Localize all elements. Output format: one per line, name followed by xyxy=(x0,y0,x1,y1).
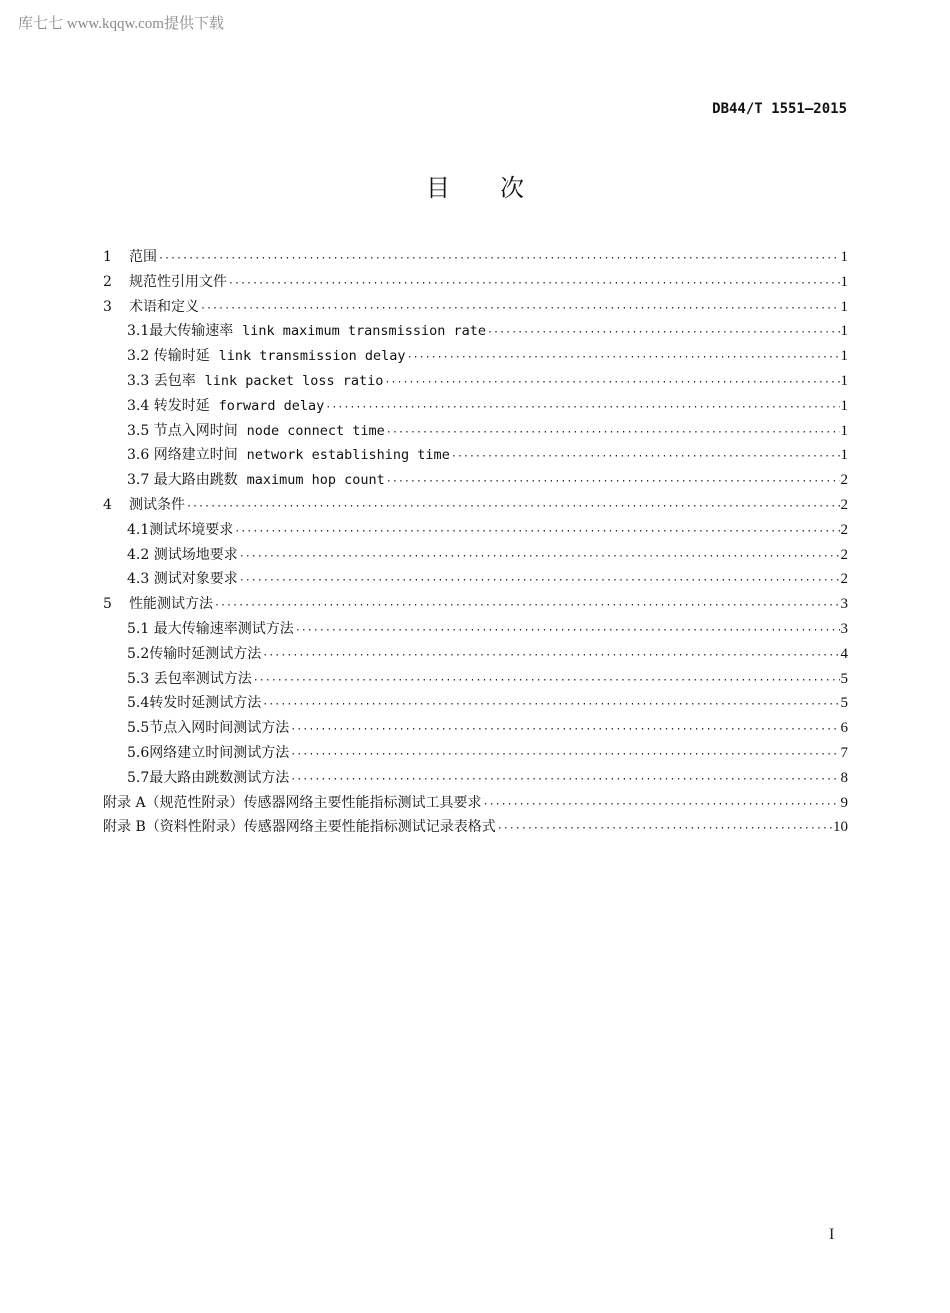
toc-entry[interactable] xyxy=(103,271,848,296)
toc-entry[interactable] xyxy=(103,544,848,569)
toc-entry-title xyxy=(127,519,233,539)
toc-entry-title xyxy=(129,296,199,316)
toc-entry-page: 9 xyxy=(840,794,848,811)
toc-entry-title-en: maximum hop count xyxy=(246,472,385,489)
toc-entry[interactable] xyxy=(103,246,848,271)
toc-entry-page: 2 xyxy=(840,521,848,538)
toc-entry-title xyxy=(127,469,385,489)
toc-entry-number: 3 xyxy=(103,298,112,315)
toc-entry-page: 1 xyxy=(840,298,848,315)
toc-entry-title-zh: 规范性引用文件 xyxy=(129,273,227,290)
toc-entry-title-en: forward delay xyxy=(218,397,325,414)
toc-entry-page: 10 xyxy=(833,819,848,836)
toc-entry-title-zh: 附录 A（规范性附录）传感器网络主要性能指标测试工具要求 xyxy=(103,794,482,811)
toc-entry-title xyxy=(129,271,227,291)
toc-entry[interactable] xyxy=(103,792,848,817)
toc-dot-leader xyxy=(290,774,839,785)
watermark-text: 库七七 www.kqqw.com提供下载 xyxy=(18,16,224,32)
page-title: 目次 xyxy=(426,174,574,202)
toc-entry-title-zh: 3.7 最大路由跳数 xyxy=(127,472,247,489)
toc-entry[interactable] xyxy=(103,568,848,593)
toc-dot-leader xyxy=(186,501,840,512)
toc-entry-title-zh: 4.3 测试对象要求 xyxy=(127,571,238,588)
toc-entry-title-en: node connect time xyxy=(246,422,385,439)
toc-entry[interactable] xyxy=(103,320,848,345)
toc-entry[interactable] xyxy=(103,345,848,370)
toc-dot-leader xyxy=(239,551,840,562)
toc-entry-title-zh: 5.6网络建立时间测试方法 xyxy=(127,744,290,761)
toc-entry-title-zh: 5.2传输时延测试方法 xyxy=(127,645,262,662)
toc-entry-title xyxy=(127,767,289,787)
page-number: I xyxy=(829,1226,835,1243)
toc-entry-title-zh: 4.2 测试场地要求 xyxy=(127,546,238,563)
toc-dot-leader xyxy=(384,377,839,388)
toc-entry-page: 2 xyxy=(840,472,848,489)
toc-entry-page: 6 xyxy=(840,720,848,737)
standard-code: DB44/T 1551—2015 xyxy=(712,101,847,117)
toc-entry-page: 2 xyxy=(840,546,848,563)
toc-entry[interactable] xyxy=(103,370,848,395)
toc-dot-leader xyxy=(325,402,839,413)
toc-entry-title-zh: 性能测试方法 xyxy=(129,596,213,613)
toc-entry-title-zh: 测试条件 xyxy=(129,496,185,513)
toc-entry-title-zh: 5.5节点入网时间测试方法 xyxy=(127,720,290,737)
toc-entry-title xyxy=(129,246,157,266)
toc-entry[interactable] xyxy=(103,692,848,717)
toc-entry-page: 1 xyxy=(840,323,848,340)
toc-dot-leader xyxy=(295,625,840,636)
toc-entry-title-zh: 范围 xyxy=(129,249,157,265)
toc-entry-title-zh: 附录 B（资料性附录）传感器网络主要性能指标测试记录表格式 xyxy=(103,819,496,836)
toc-entry-page: 2 xyxy=(840,496,848,513)
toc-entry-title xyxy=(127,618,294,638)
toc-dot-leader xyxy=(228,278,840,289)
toc-entry-title xyxy=(129,494,185,514)
toc-entry-title-zh: 5.1 最大传输速率测试方法 xyxy=(127,620,294,637)
toc-dot-leader xyxy=(158,253,840,264)
toc-dot-leader xyxy=(386,427,840,438)
toc-entry[interactable] xyxy=(103,717,848,742)
toc-entry-title xyxy=(127,692,261,712)
toc-entry-title xyxy=(103,792,482,812)
toc-entry-number: 2 xyxy=(103,273,112,290)
toc-entry-title-zh: 5.4转发时延测试方法 xyxy=(127,695,262,712)
toc-entry-page: 1 xyxy=(840,249,848,265)
toc-entry-title xyxy=(127,568,238,588)
toc-entry[interactable] xyxy=(103,444,848,469)
toc-dot-leader xyxy=(386,476,840,487)
toc-entry-title xyxy=(127,420,385,440)
toc-entry-title-en: link transmission delay xyxy=(218,348,406,365)
toc-entry-title xyxy=(127,345,406,365)
toc-entry-page: 5 xyxy=(840,695,848,712)
toc-entry[interactable] xyxy=(103,593,848,618)
toc-entry-title-zh: 术语和定义 xyxy=(129,298,199,315)
toc-entry[interactable] xyxy=(103,494,848,519)
toc-dot-leader xyxy=(290,724,839,735)
toc-entry[interactable] xyxy=(103,742,848,767)
toc-entry-number: 1 xyxy=(103,249,112,265)
toc-entry-title xyxy=(127,395,324,415)
toc-entry-page: 1 xyxy=(840,348,848,365)
toc-entry-title xyxy=(127,320,486,340)
toc-dot-leader xyxy=(483,799,840,810)
toc-entry[interactable] xyxy=(103,395,848,420)
toc-entry-title-zh: 3.4 转发时延 xyxy=(127,397,219,414)
toc-entry-title-zh: 3.3 丢包率 xyxy=(127,372,205,389)
toc-entry-page: 1 xyxy=(840,397,848,414)
toc-entry[interactable] xyxy=(103,643,848,668)
toc-entry-title-zh: 4.1测试坏境要求 xyxy=(127,521,234,538)
toc-dot-leader xyxy=(407,352,840,363)
toc-entry-page: 4 xyxy=(840,645,848,662)
toc-dot-leader xyxy=(497,823,832,834)
toc-entry-title xyxy=(127,370,383,390)
toc-entry-title-zh: 5.3 丢包率测试方法 xyxy=(127,670,252,687)
toc-entry[interactable] xyxy=(103,618,848,643)
toc-dot-leader xyxy=(262,699,839,710)
toc-entry-page: 1 xyxy=(840,422,848,439)
toc-entry-page: 8 xyxy=(840,769,848,786)
toc-entry-title-en: network establishing time xyxy=(246,447,450,464)
toc-entry-title-zh: 3.6 网络建立时间 xyxy=(127,447,247,464)
toc-entry-title-zh: 3.1最大传输速率 xyxy=(127,323,243,340)
toc-entry[interactable] xyxy=(103,519,848,544)
toc-entry[interactable] xyxy=(103,296,848,321)
toc-entry-title-zh: 3.2 传输时延 xyxy=(127,348,219,365)
toc-dot-leader xyxy=(487,327,839,338)
toc-entry-number: 4 xyxy=(103,496,112,513)
toc-entry-page: 2 xyxy=(840,571,848,588)
toc-entry-title-zh: 5.7最大路由跳数测试方法 xyxy=(127,769,290,786)
toc-entry[interactable] xyxy=(103,469,848,494)
toc-entry-page: 3 xyxy=(840,620,848,637)
table-of-contents xyxy=(103,246,848,841)
toc-entry-title xyxy=(127,717,289,737)
toc-entry-title xyxy=(127,444,450,464)
toc-dot-leader xyxy=(262,650,839,661)
toc-entry-title xyxy=(127,742,289,762)
toc-entry-page: 3 xyxy=(840,596,848,613)
toc-entry-page: 1 xyxy=(840,447,848,464)
toc-entry-page: 5 xyxy=(840,670,848,687)
toc-entry-page: 1 xyxy=(840,273,848,290)
toc-entry-title xyxy=(127,544,238,564)
toc-entry-title-en: link packet loss ratio xyxy=(204,372,384,389)
toc-entry[interactable] xyxy=(103,767,848,792)
toc-entry-title xyxy=(127,668,252,688)
toc-dot-leader xyxy=(200,303,840,314)
toc-dot-leader xyxy=(290,749,839,760)
toc-entry[interactable] xyxy=(103,420,848,445)
toc-entry-page: 1 xyxy=(840,372,848,389)
toc-dot-leader xyxy=(234,526,839,537)
toc-dot-leader xyxy=(239,575,840,586)
toc-entry-title xyxy=(129,593,213,613)
toc-entry-number: 5 xyxy=(103,596,112,613)
toc-entry-title xyxy=(103,816,496,836)
toc-dot-leader xyxy=(214,600,840,611)
toc-entry-title-zh: 3.5 节点入网时间 xyxy=(127,422,247,439)
toc-entry[interactable] xyxy=(103,816,848,841)
toc-entry[interactable] xyxy=(103,668,848,693)
toc-entry-page: 7 xyxy=(840,744,848,761)
toc-entry-title-en: link maximum transmission rate xyxy=(242,323,487,340)
toc-dot-leader xyxy=(253,675,840,686)
toc-entry-title xyxy=(127,643,261,663)
toc-dot-leader xyxy=(451,451,840,462)
